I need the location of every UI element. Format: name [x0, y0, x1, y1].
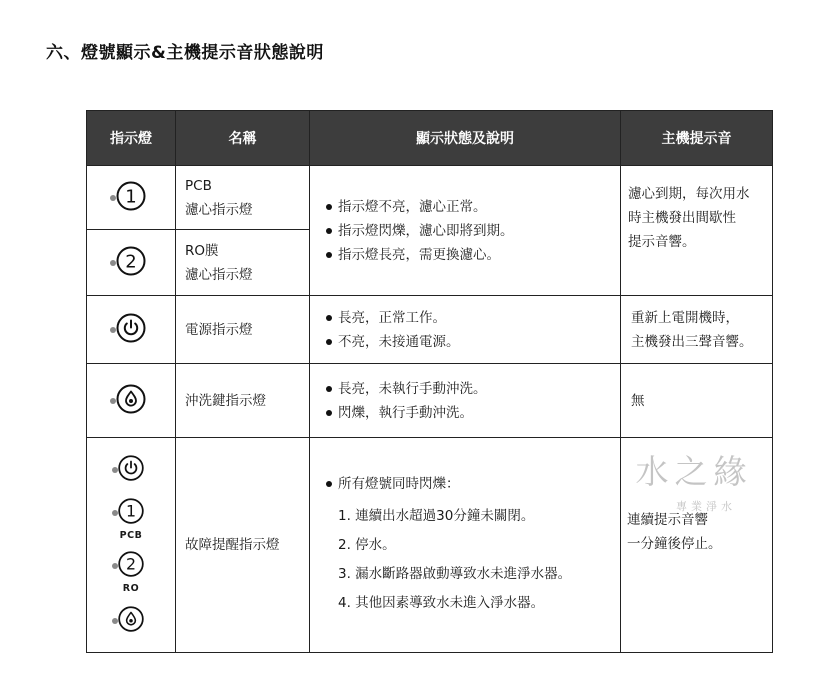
sound-line: 主機發出三聲音響。 — [631, 333, 753, 350]
svg-text:2: 2 — [125, 251, 137, 272]
header-description: 顯示狀態及說明 — [310, 111, 621, 166]
description-item: 長亮，正常工作。 — [324, 306, 619, 330]
name-line: PCB — [185, 177, 212, 194]
power-icon — [117, 454, 145, 486]
description-item: 指示燈閃爍，濾心即將到期。 — [324, 219, 619, 243]
sound-cell — [621, 296, 773, 364]
ro-caption: RO — [122, 582, 140, 594]
header-sound: 主機提示音 — [621, 111, 773, 166]
header-name: 名稱 — [176, 111, 310, 166]
table-row — [87, 364, 773, 438]
description-item: 指示燈長亮，需更換濾心。 — [324, 243, 619, 267]
description-item: 長亮，未執行手動沖洗。 — [324, 377, 619, 401]
sound-line: 重新上電開機時， — [631, 309, 739, 326]
sound-line: 連續提示音響 — [627, 512, 708, 528]
description-cell — [310, 166, 621, 296]
name-cell — [176, 166, 310, 230]
power-icon — [115, 312, 147, 348]
name-line: 濾心指示燈 — [185, 266, 253, 283]
circled-two-icon — [115, 245, 147, 281]
sound-line: 一分鐘後停止。 — [627, 536, 722, 552]
watermark-main: 水之緣 — [635, 452, 753, 491]
indicator-cell — [87, 296, 176, 364]
indicator-table — [86, 110, 773, 653]
svg-text:1: 1 — [125, 501, 137, 521]
description-item: 所有燈號同時閃爍： — [324, 472, 619, 496]
description-item: 不亮，未接通電源。 — [324, 330, 619, 354]
name-cell: 電源指示燈 — [176, 296, 310, 364]
sound-cell: 無 — [621, 364, 773, 438]
description-cell — [310, 296, 621, 364]
description-item: 閃爍，執行手動沖洗。 — [324, 401, 619, 425]
description-numbered-item: 3. 漏水斷路器啟動導致水未進淨水器。 — [338, 566, 572, 582]
circled-one-icon — [117, 497, 145, 529]
pcb-caption: PCB — [119, 529, 143, 541]
indicator-cell — [87, 230, 176, 296]
description-cell — [310, 364, 621, 438]
sound-cell — [621, 438, 773, 653]
name-cell: 故障提醒指示燈 — [176, 438, 310, 653]
header-indicator: 指示燈 — [87, 111, 176, 166]
sound-cell — [621, 166, 773, 296]
indicator-cell — [87, 364, 176, 438]
circled-one-icon — [115, 180, 147, 216]
water-drop-icon — [117, 605, 145, 637]
description-item: 指示燈不亮，濾心正常。 — [324, 195, 619, 219]
svg-text:1: 1 — [125, 186, 137, 207]
description-numbered-item: 2. 停水。 — [338, 537, 396, 553]
svg-text:2: 2 — [125, 554, 137, 574]
name-cell — [176, 230, 310, 296]
table-row — [87, 166, 773, 230]
table-header-row — [87, 111, 773, 166]
description-numbered-item: 1. 連續出水超過30分鐘未關閉。 — [338, 508, 535, 524]
name-line: RO膜 — [185, 242, 219, 259]
name-line: 濾心指示燈 — [185, 201, 253, 218]
name-cell: 沖洗鍵指示燈 — [176, 364, 310, 438]
table-row — [87, 438, 773, 653]
sound-line: 濾心到期，每次用水 — [628, 186, 750, 202]
sound-line: 提示音響。 — [628, 234, 696, 250]
page-title: 六、燈號顯示&主機提示音狀態說明 — [46, 43, 324, 63]
table-row — [87, 296, 773, 364]
water-drop-icon — [115, 383, 147, 419]
circled-two-icon — [117, 550, 145, 582]
sound-line: 時主機發出間歇性 — [628, 210, 736, 226]
indicator-cell — [87, 166, 176, 230]
description-numbered-item: 4. 其他因素導致水未進入淨水器。 — [338, 595, 545, 611]
indicator-cell — [87, 438, 176, 653]
description-cell — [310, 438, 621, 653]
watermark-sub: 專業淨水 — [676, 500, 736, 513]
